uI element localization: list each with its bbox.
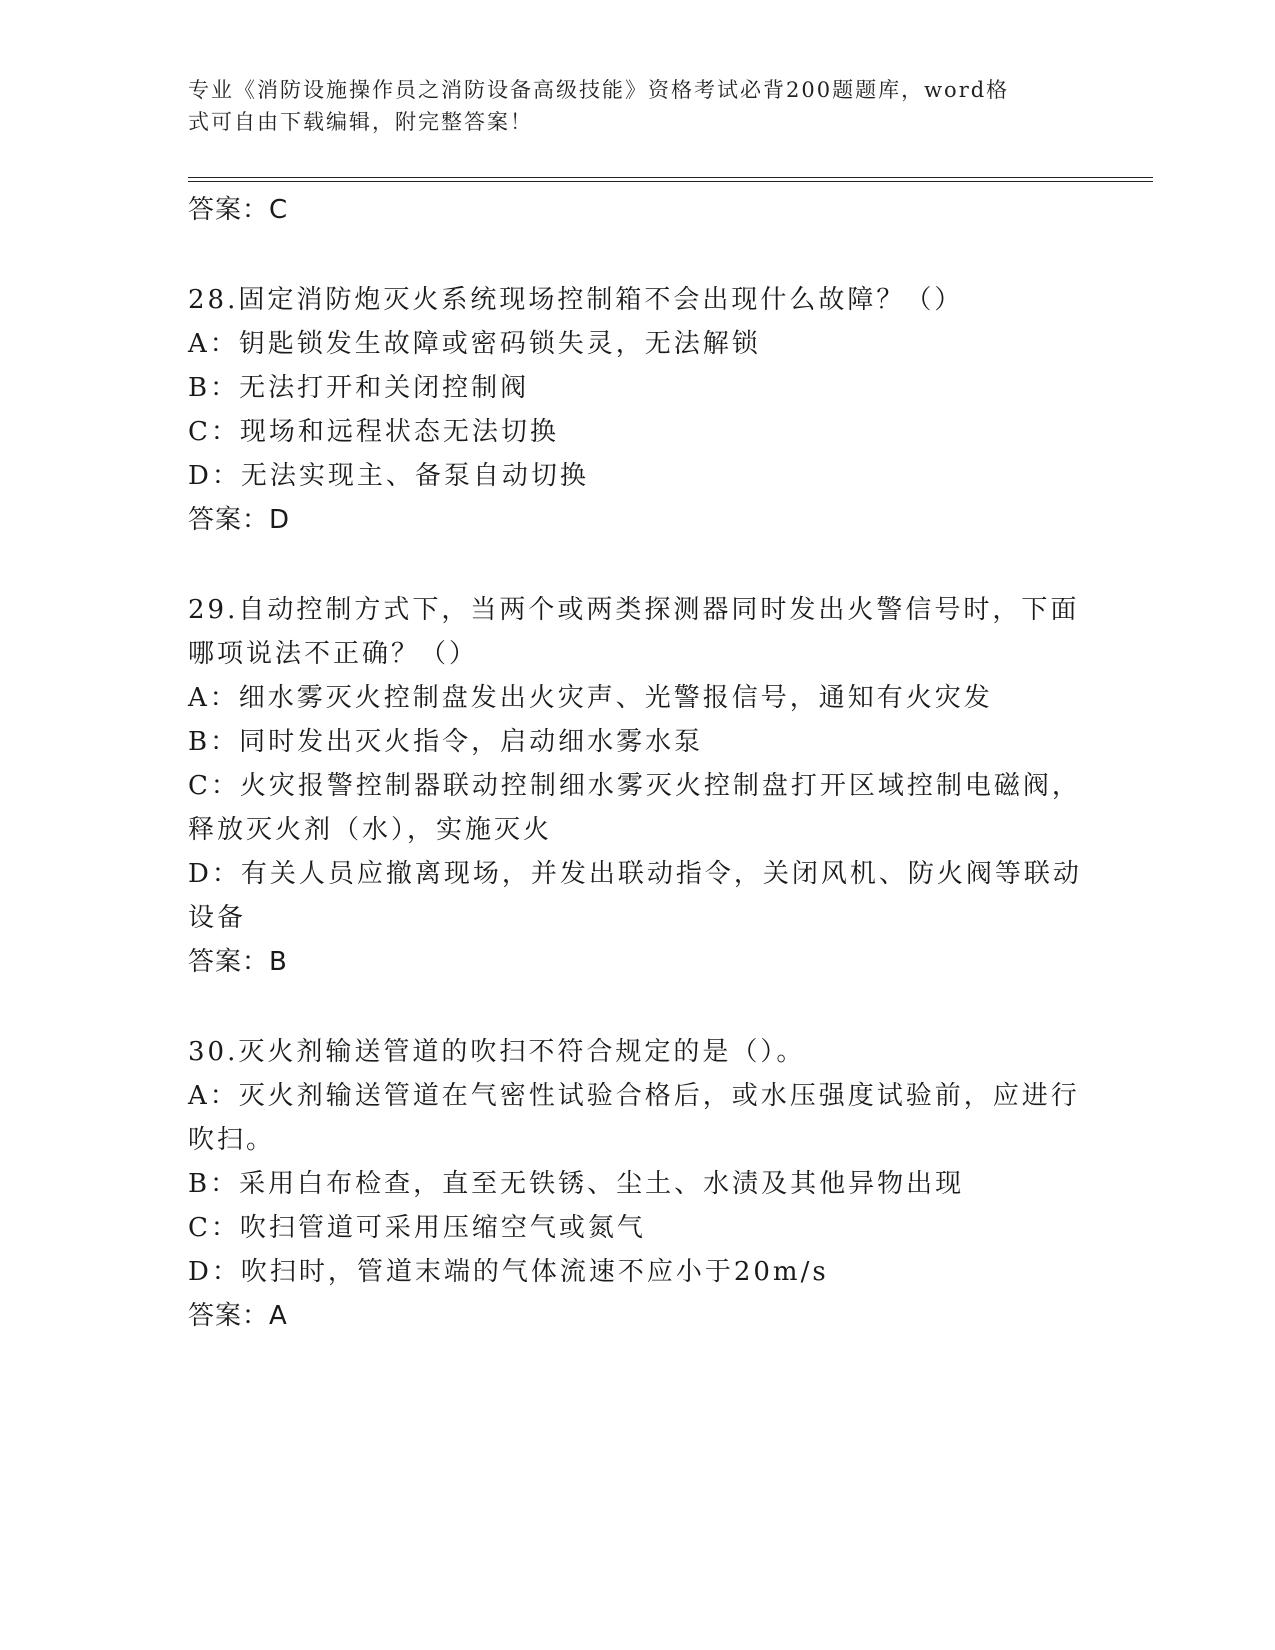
q28-option-c: C：现场和远程状态无法切换: [188, 417, 559, 447]
header-divider-top: [188, 177, 1153, 178]
q30-question: 30.灭火剂输送管道的吹扫不符合规定的是（）。: [188, 1037, 806, 1067]
q29-option-b: B：同时发出灭火指令，启动细水雾水泵: [188, 727, 704, 757]
q29-question-line-1: 29.自动控制方式下，当两个或两类探测器同时发出火警信号时，下面: [188, 595, 1080, 625]
q30-option-a-line-1: A：灭火剂输送管道在气密性试验合格后，或水压强度试验前，应进行: [188, 1081, 1080, 1111]
page-header: [188, 74, 1068, 138]
header-line-2: 式可自由下载编辑，附完整答案！: [188, 110, 533, 134]
q29-option-d-line-2: 设备: [188, 903, 247, 933]
q28-question: 28.固定消防炮灭火系统现场控制箱不会出现什么故障？（）: [188, 285, 964, 315]
q28-option-d: D：无法实现主、备泵自动切换: [188, 461, 589, 491]
header-divider-bottom: [188, 181, 1153, 182]
q28-option-b: B：无法打开和关闭控制阀: [188, 373, 530, 403]
q28-answer: 答案：D: [188, 505, 291, 535]
q30-option-b: B：采用白布检查，直至无铁锈、尘土、水渍及其他异物出现: [188, 1169, 965, 1199]
q29-option-a: A：细水雾灭火控制盘发出火灾声、光警报信号，通知有火灾发: [188, 683, 993, 713]
header-line-1: 专业《消防设施操作员之消防设备高级技能》资格考试必背200题题库，word格: [188, 78, 1010, 102]
q29-option-d-line-1: D：有关人员应撤离现场，并发出联动指令，关闭风机、防火阀等联动: [188, 859, 1082, 889]
q30-option-d: D：吹扫时，管道末端的气体流速不应小于20m/s: [188, 1257, 829, 1287]
q28-option-a: A：钥匙锁发生故障或密码锁失灵，无法解锁: [188, 329, 761, 359]
q29-option-c-line-2: 释放灭火剂（水），实施灭火: [188, 815, 553, 845]
q30-option-a-line-2: 吹扫。: [188, 1125, 276, 1155]
q29-question-line-2: 哪项说法不正确？（）: [188, 639, 479, 669]
answer-27: 答案：C: [188, 195, 289, 225]
q30-answer: 答案：A: [188, 1301, 288, 1331]
q29-answer: 答案：B: [188, 947, 288, 977]
q30-option-c: C：吹扫管道可采用压缩空气或氮气: [188, 1213, 646, 1243]
q29-option-c-line-1: C：火灾报警控制器联动控制细水雾灭火控制盘打开区域控制电磁阀，: [188, 771, 1081, 801]
